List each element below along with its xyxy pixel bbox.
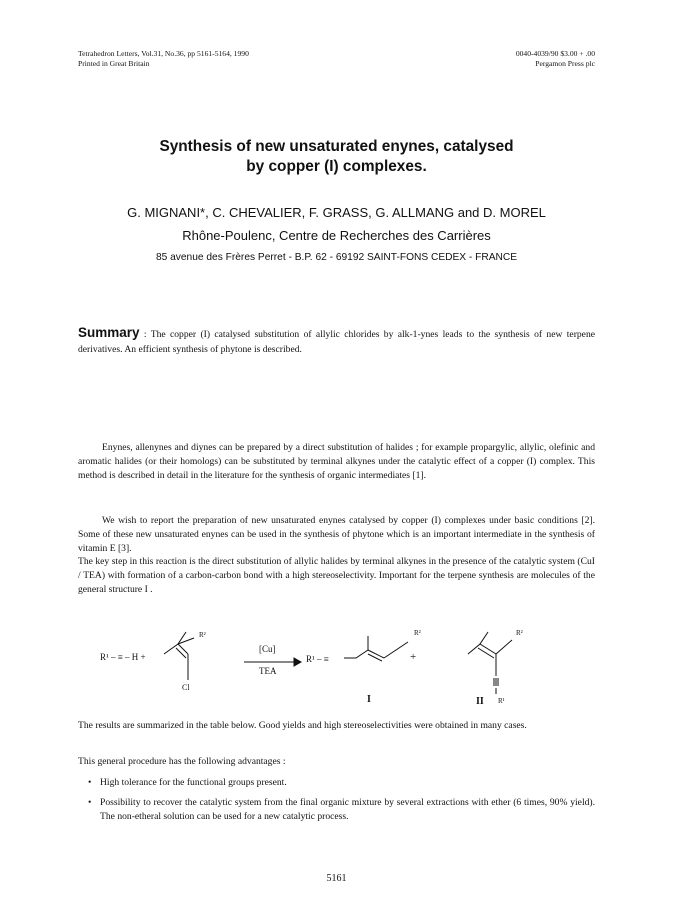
advantage-item-text: Possibility to recover the catalytic system from the final organic mixture by several extractions with ether (6 times, 90% yield). The non-etheral solution can be used for a new catalytic process. — [100, 796, 595, 822]
scheme-plus: + — [410, 651, 417, 663]
byproduct-double-bond-b — [478, 648, 494, 658]
report-paragraph — [78, 514, 595, 597]
printed-in: Printed in Great Britain — [78, 59, 150, 68]
author-list: G. MIGNANI*, C. CHEVALIER, F. GRASS, G. ALLMANG and D. MOREL — [127, 205, 546, 220]
product-double-bond-b — [368, 654, 382, 661]
scheme-base-label: TEA — [259, 666, 277, 676]
reactant-double-bond-a — [178, 644, 188, 654]
byproduct-chain-bond — [468, 632, 488, 654]
summary-text: : The copper (I) catalysed substitution of allylic chlorides by alk-1-ynes leads to the synthesis of new terpene derivatives. An efficient synthesis of phytone is described. — [78, 329, 595, 355]
scheme-reactant-alkyne: R¹ – ≡ – H + — [100, 652, 146, 662]
advantages-intro: This general procedure has the following advantages : — [78, 756, 286, 767]
reaction-arrowhead — [294, 658, 301, 666]
issn-price: 0040-4039/90 $3.00 + .00 — [515, 49, 595, 58]
reactant-chain-bond — [164, 632, 186, 654]
compound-label-I: I — [367, 694, 371, 705]
running-header-left — [78, 49, 249, 69]
advantage-item-1 — [86, 776, 595, 790]
compound-label-II: II — [476, 696, 484, 707]
scheme-cl-label: Cl — [182, 683, 190, 692]
product-r2-bond — [384, 642, 408, 658]
running-header-right — [516, 49, 595, 69]
results-paragraph: The results are summarized in the table below. Good yields and high stereoselectivities were obtained in many cases. — [78, 720, 527, 731]
bullet-icon: • — [88, 796, 92, 808]
reaction-scheme — [96, 618, 566, 710]
article-title — [0, 137, 673, 176]
scheme-r2-label-product: R² — [414, 629, 421, 637]
page-number: 5161 — [326, 873, 347, 884]
advantage-item-text: High tolerance for the functional groups present. — [100, 777, 287, 788]
title-line-1: Synthesis of new unsaturated enynes, catalysed — [159, 138, 514, 155]
intro-paragraph: Enynes, allenynes and diynes can be prepared by a direct substitution of halides ; for example propargylic, allylic, olefinic and aromatic halides (or their homologs) can be substituted by terminal alkynes under the catalytic effect of a copper (I) complex. This method is described in detail in the literature for the synthesis of organic intermediates [1]. — [78, 442, 595, 481]
scheme-product-alkyne: R¹ – ≡ — [306, 654, 329, 664]
byproduct-r2-bond — [496, 640, 512, 654]
scheme-catalyst-label: [Cu] — [259, 644, 276, 654]
product-chain-bond — [344, 636, 368, 658]
affiliation: Rhône-Poulenc, Centre de Recherches des Carrières — [182, 228, 491, 243]
advantage-item-2 — [86, 796, 595, 824]
report-paragraph-a: We wish to report the preparation of new unsaturated enynes catalysed by copper (I) complexes under basic conditions [2]. Some of these new unsaturated enynes can be used in the synthesis of phytone which is an important intermediate in the synthesis of vitamin E [3]. — [78, 515, 595, 554]
bullet-icon: • — [88, 777, 92, 788]
scheme-r2-label-reactant: R² — [199, 631, 206, 639]
title-line-2: by copper (I) complexes. — [246, 157, 427, 175]
journal-citation: Tetrahedron Letters, Vol.31, No.36, pp 5161-5164, 1990 — [78, 49, 249, 58]
summary-label: Summary — [78, 325, 140, 340]
product-double-bond-a — [368, 650, 384, 658]
reactant-double-bond-b — [176, 648, 186, 658]
scheme-r1-label-byproduct: R¹ — [498, 697, 505, 705]
report-paragraph-b: The key step in this reaction is the direct substitution of allylic halides by terminal alkynes in the presence of the catalytic system (CuI / TEA) with formation of a carbon-carbon bond with a high stereoselectivity. Important for the terpene synthesis are molecules of the general structure I . — [78, 556, 595, 595]
summary-paragraph — [78, 325, 595, 357]
byproduct-double-bond-a — [480, 644, 496, 654]
publisher: Pergamon Press plc — [535, 59, 595, 68]
postal-address: 85 avenue des Frères Perret - B.P. 62 - 69192 SAINT-FONS CEDEX - FRANCE — [155, 252, 518, 263]
scheme-r2-label-byproduct: R² — [516, 629, 523, 637]
advantages-list — [86, 776, 595, 829]
